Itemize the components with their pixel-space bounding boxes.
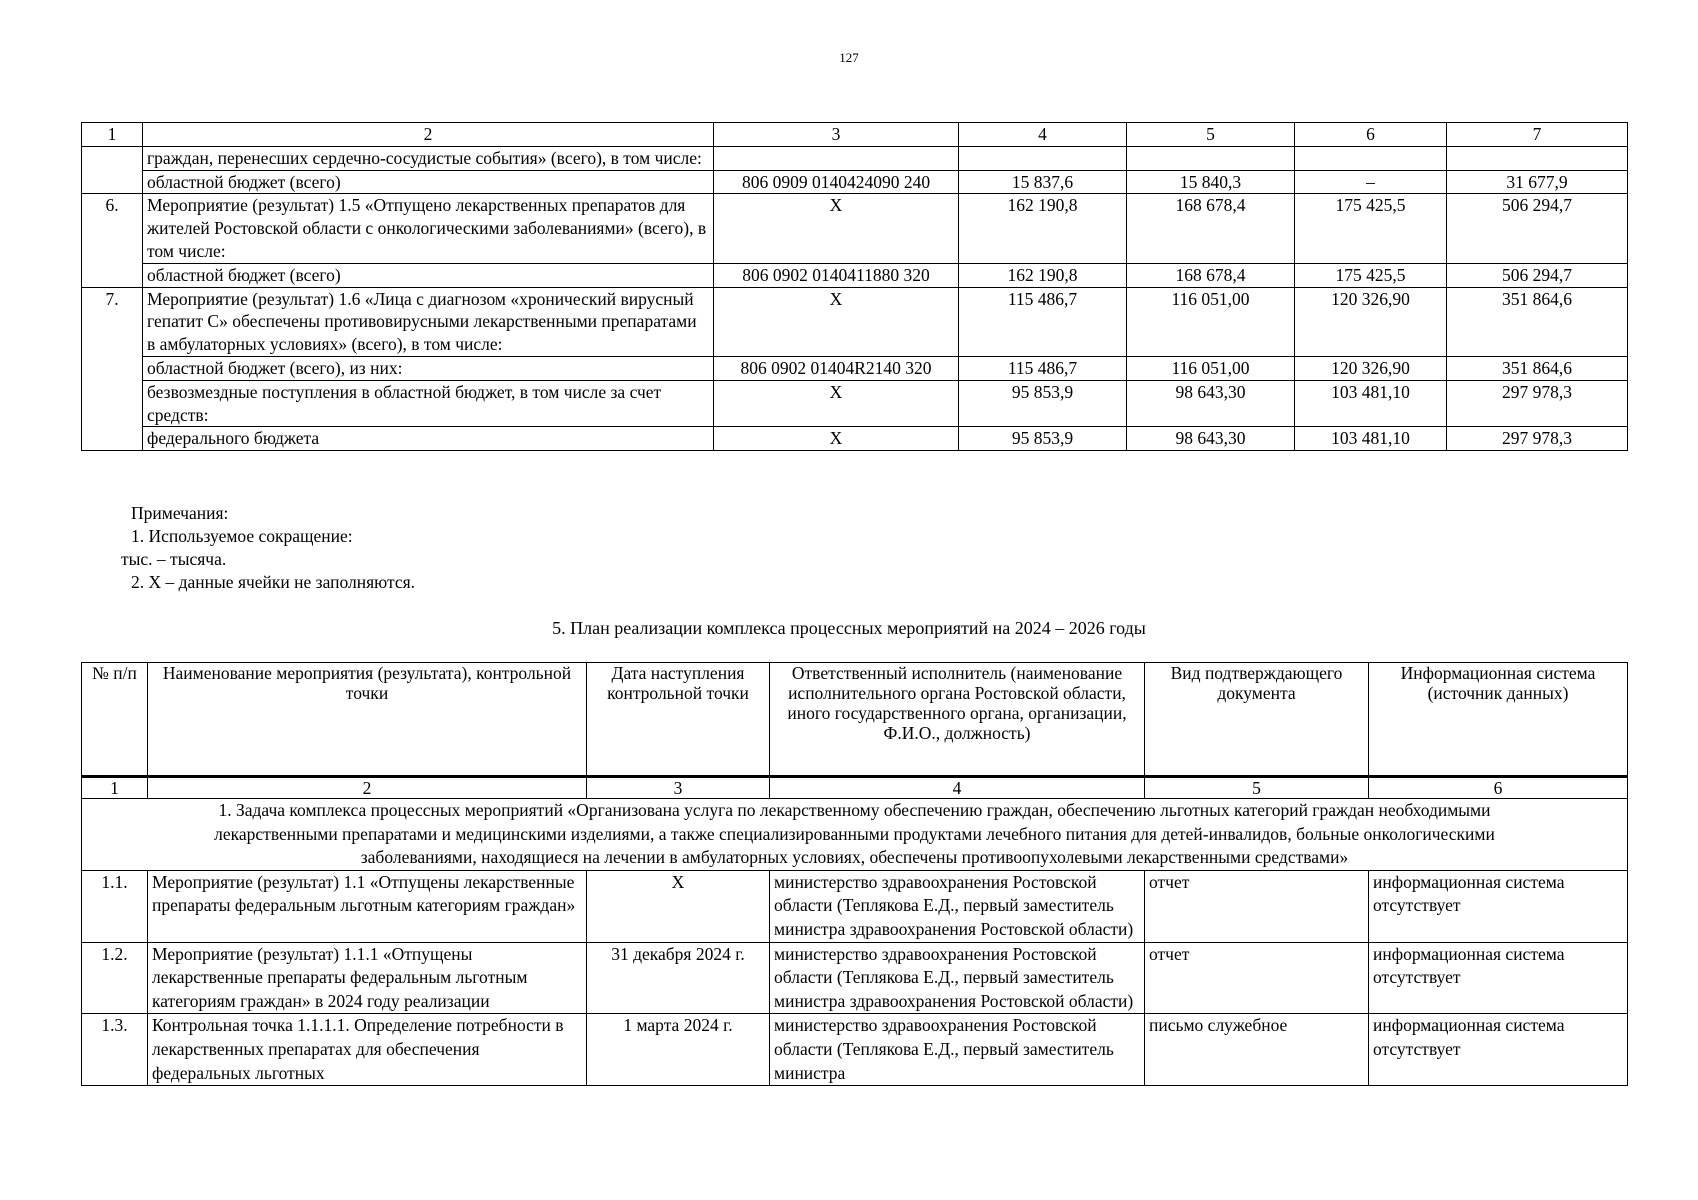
row-value-2025: 168 678,4	[1127, 194, 1295, 263]
row-value-2025: 98 643,30	[1127, 427, 1295, 451]
table-row	[82, 380, 1628, 427]
row-value-2026: 120 326,90	[1295, 287, 1447, 356]
row-value-total: 351 864,6	[1447, 356, 1628, 380]
row-value-2025: 116 051,00	[1127, 287, 1295, 356]
task-row	[82, 799, 1628, 871]
col-number: 6	[1369, 777, 1628, 799]
row-value-2026: 103 481,10	[1295, 380, 1447, 427]
header-doc: Вид подтверждающего документа	[1145, 663, 1369, 777]
row-value-2026: 175 425,5	[1295, 194, 1447, 263]
section-title: 5. План реализации комплекса процессных мероприятий на 2024 – 2026 годы	[552, 618, 1146, 638]
row-value-2026: –	[1295, 170, 1447, 194]
row-code: Х	[714, 380, 959, 427]
row-doc: письмо служебное	[1145, 1014, 1369, 1086]
row-number: 1.1.	[82, 870, 148, 942]
col-number: 4	[770, 777, 1145, 799]
row-value-total: 506 294,7	[1447, 263, 1628, 287]
table2-header	[82, 663, 1628, 777]
row-name: безвозмездные поступления в областной бюджет, в том числе за счет средств:	[143, 380, 714, 427]
row-value-2025: 116 051,00	[1127, 356, 1295, 380]
row-date: 1 марта 2024 г.	[587, 1014, 770, 1086]
row-name: Мероприятие (результат) 1.5 «Отпущено лекарственных препаратов для жителей Ростовской области с онкологическими заболеваниями» (всего), в том числе:	[143, 194, 714, 263]
row-value-total: 506 294,7	[1447, 194, 1628, 263]
col-number: 3	[587, 777, 770, 799]
row-value-2024: 115 486,7	[959, 287, 1127, 356]
col-number: 5	[1145, 777, 1369, 799]
row-name: граждан, перенесших сердечно-сосудистые события» (всего), в том числе:	[143, 146, 714, 170]
row-code: Х	[714, 287, 959, 356]
row-value-total: 31 677,9	[1447, 170, 1628, 194]
row-value-2024: 95 853,9	[959, 427, 1127, 451]
table-row	[82, 170, 1628, 194]
row-name: Контрольная точка 1.1.1.1. Определение потребности в лекарственных препаратах для обеспечения федеральных льготных	[148, 1014, 587, 1086]
row-name: Мероприятие (результат) 1.6 «Лица с диагнозом «хронический вирусный гепатит С» обеспечены противовирусными лекарственными препаратами в амбулаторных условиях» (всего), в том числе:	[143, 287, 714, 356]
row-executor: министерство здравоохранения Ростовской области (Теплякова Е.Д., первый заместитель министра здравоохранения Ростовской области)	[770, 942, 1145, 1014]
row-code: 806 0902 01404R2140 320	[714, 356, 959, 380]
row-value-2024: 162 190,8	[959, 263, 1127, 287]
table1-column-numbers	[82, 123, 1628, 147]
table-row	[82, 356, 1628, 380]
row-name: областной бюджет (всего)	[143, 170, 714, 194]
table-row	[82, 942, 1628, 1014]
row-value-2025: 15 840,3	[1127, 170, 1295, 194]
row-value-2025: 98 643,30	[1127, 380, 1295, 427]
row-executor: министерство здравоохранения Ростовской области (Теплякова Е.Д., первый заместитель министра	[770, 1014, 1145, 1086]
row-value-2025: 168 678,4	[1127, 263, 1295, 287]
header-name: Наименование мероприятия (результата), контрольной точки	[148, 663, 587, 777]
row-executor: министерство здравоохранения Ростовской области (Теплякова Е.Д., первый заместитель министра здравоохранения Ростовской области)	[770, 870, 1145, 942]
col-number: 5	[1127, 123, 1295, 147]
row-date: Х	[587, 870, 770, 942]
row-system: информационная система отсутствует	[1369, 1014, 1628, 1086]
row-code	[714, 146, 959, 170]
row-system: информационная система отсутствует	[1369, 870, 1628, 942]
table-row	[82, 870, 1628, 942]
row-code: Х	[714, 427, 959, 451]
row-name: областной бюджет (всего), из них:	[143, 356, 714, 380]
col-number: 6	[1295, 123, 1447, 147]
header-system: Информационная система (источник данных)	[1369, 663, 1628, 777]
table-row	[82, 287, 1628, 356]
row-value-2024	[959, 146, 1127, 170]
row-number: 6.	[82, 194, 143, 287]
col-number: 1	[82, 777, 148, 799]
row-number: 7.	[82, 287, 143, 451]
row-value-2026: 103 481,10	[1295, 427, 1447, 451]
table-row	[82, 263, 1628, 287]
row-value-2026: 120 326,90	[1295, 356, 1447, 380]
notes-line: тыс. – тысяча.	[121, 549, 227, 569]
row-value-total	[1447, 146, 1628, 170]
row-code: 806 0902 0140411880 320	[714, 263, 959, 287]
notes-title: Примечания:	[131, 503, 229, 523]
page-number: 127	[839, 50, 859, 65]
col-number: 3	[714, 123, 959, 147]
row-name: областной бюджет (всего)	[143, 263, 714, 287]
notes	[121, 502, 416, 594]
row-number: 1.3.	[82, 1014, 148, 1086]
row-value-total: 351 864,6	[1447, 287, 1628, 356]
row-value-2024: 95 853,9	[959, 380, 1127, 427]
table-row	[82, 194, 1628, 263]
row-system: информационная система отсутствует	[1369, 942, 1628, 1014]
row-code: Х	[714, 194, 959, 263]
row-value-2026	[1295, 146, 1447, 170]
col-number: 2	[143, 123, 714, 147]
col-number: 4	[959, 123, 1127, 147]
budget-table	[81, 122, 1628, 451]
row-value-2024: 15 837,6	[959, 170, 1127, 194]
table2-column-numbers	[82, 777, 1628, 799]
col-number: 1	[82, 123, 143, 147]
row-doc: отчет	[1145, 942, 1369, 1014]
col-number: 7	[1447, 123, 1628, 147]
table-row	[82, 146, 1628, 170]
row-value-2024: 115 486,7	[959, 356, 1127, 380]
row-number: 1.2.	[82, 942, 148, 1014]
col-number: 2	[148, 777, 587, 799]
notes-line: 1. Используемое сокращение:	[131, 526, 353, 546]
header-num: № п/п	[82, 663, 148, 777]
row-doc: отчет	[1145, 870, 1369, 942]
task-text: 1. Задача комплекса процессных мероприятий «Организована услуга по лекарственному обеспечению граждан, обеспечению льготных категорий граждан необходимыми лекарственными препаратами и медицинскими изделиями, а также специализированными продуктами лечебного питания для детей-инвалидов, больные онкологическими заболеваниями, находящиеся на лечении в амбулаторных условиях, обеспечены противоопухолевыми лекарственными средствами»	[82, 799, 1628, 871]
row-value-2024: 162 190,8	[959, 194, 1127, 263]
header-date: Дата наступления контрольной точки	[587, 663, 770, 777]
table-row	[82, 427, 1628, 451]
row-number	[82, 146, 143, 194]
row-date: 31 декабря 2024 г.	[587, 942, 770, 1014]
row-code: 806 0909 0140424090 240	[714, 170, 959, 194]
row-name: федерального бюджета	[143, 427, 714, 451]
row-name: Мероприятие (результат) 1.1.1 «Отпущены лекарственные препараты федеральным льготным категориям граждан» в 2024 году реализации	[148, 942, 587, 1014]
notes-line: 2. Х – данные ячейки не заполняются.	[131, 572, 416, 592]
row-value-2026: 175 425,5	[1295, 263, 1447, 287]
row-value-total: 297 978,3	[1447, 427, 1628, 451]
plan-table	[81, 662, 1628, 1086]
row-value-total: 297 978,3	[1447, 380, 1628, 427]
table-row	[82, 1014, 1628, 1086]
row-name: Мероприятие (результат) 1.1 «Отпущены лекарственные препараты федеральным льготным категориям граждан»	[148, 870, 587, 942]
header-executor: Ответственный исполнитель (наименование исполнительного органа Ростовской области, иного государственного органа, организации, Ф.И.О., должность)	[770, 663, 1145, 777]
row-value-2025	[1127, 146, 1295, 170]
